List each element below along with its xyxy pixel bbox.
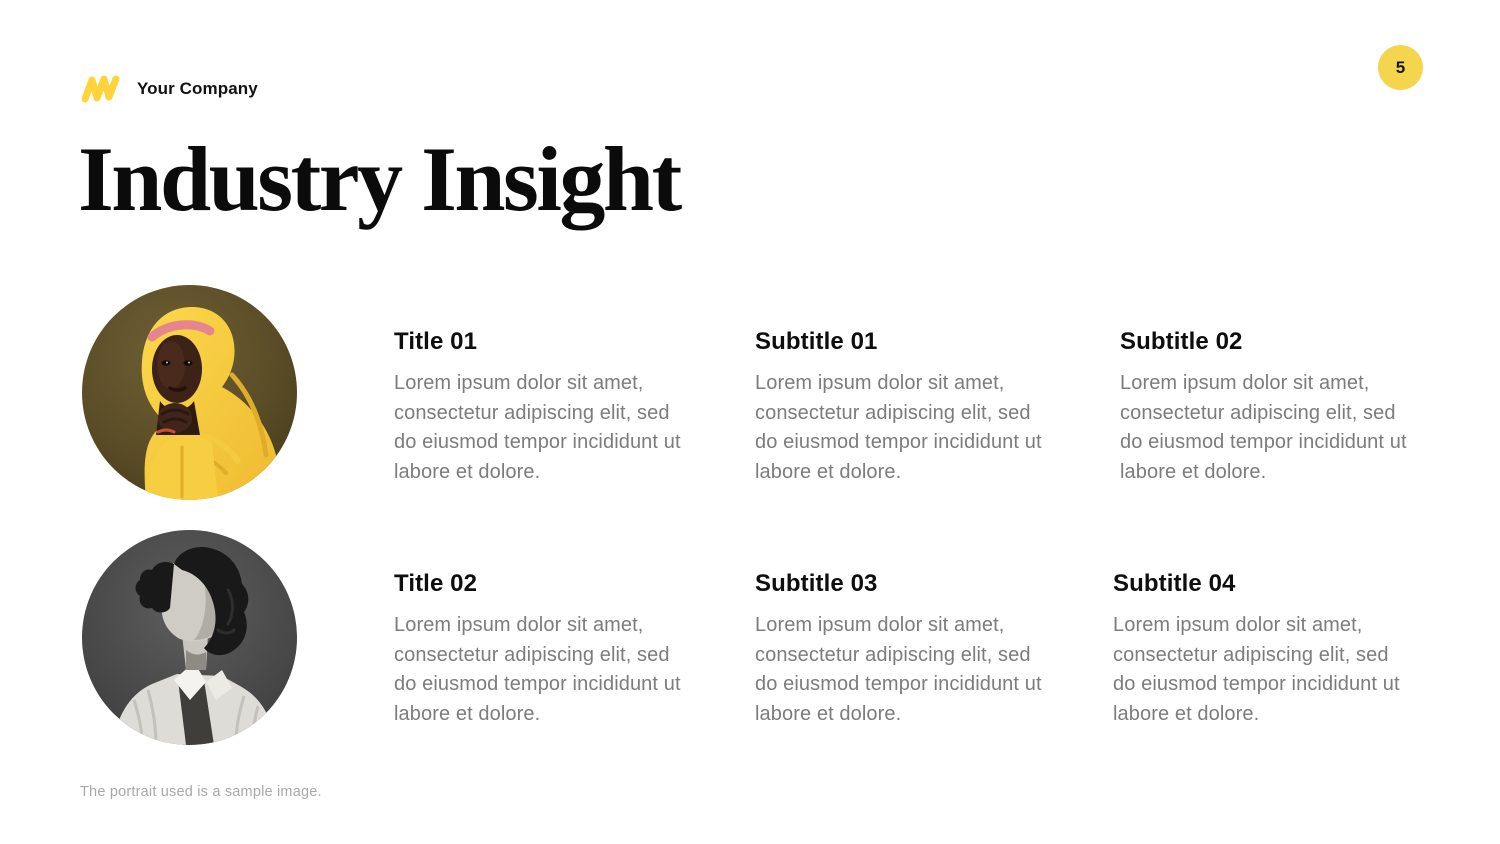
block-heading: Subtitle 03 <box>755 570 878 597</box>
sample-image-disclaimer: The portrait used is a sample image. <box>80 784 322 800</box>
block-body: Lorem ipsum dolor sit amet, consectetur adipiscing elit, sed do eiusmod tempor incididunt ut labore et dolore. <box>394 614 681 725</box>
block-heading: Title 02 <box>394 570 478 597</box>
portrait-photo-2 <box>82 530 297 745</box>
page-number-badge <box>1378 45 1423 90</box>
text-block-subtitle-03 <box>755 570 1057 729</box>
block-body: Lorem ipsum dolor sit amet, consectetur adipiscing elit, sed do eiusmod tempor incididunt ut labore et dolore. <box>755 372 1042 483</box>
block-heading: Subtitle 04 <box>1113 570 1236 597</box>
block-body: Lorem ipsum dolor sit amet, consectetur adipiscing elit, sed do eiusmod tempor incididunt ut labore et dolore. <box>755 614 1042 725</box>
text-block-subtitle-02 <box>1120 328 1422 487</box>
block-body: Lorem ipsum dolor sit amet, consectetur adipiscing elit, sed do eiusmod tempor incididunt ut labore et dolore. <box>1120 372 1407 483</box>
text-block-subtitle-01 <box>755 328 1057 487</box>
zigzag-logo-icon <box>80 74 124 104</box>
block-body: Lorem ipsum dolor sit amet, consectetur adipiscing elit, sed do eiusmod tempor incididunt ut labore et dolore. <box>394 372 681 483</box>
block-heading: Title 01 <box>394 328 478 355</box>
page-number: 5 <box>1395 57 1406 77</box>
portrait-photo-1 <box>82 285 297 500</box>
portrait-photo-1-illustration <box>82 285 297 500</box>
company-logo <box>80 74 258 104</box>
block-body: Lorem ipsum dolor sit amet, consectetur adipiscing elit, sed do eiusmod tempor incididunt ut labore et dolore. <box>1113 614 1400 725</box>
slide-title: Industry Insight <box>78 128 680 230</box>
company-name: Your Company <box>137 79 258 98</box>
block-heading: Subtitle 01 <box>755 328 878 355</box>
portrait-photo-2-illustration <box>82 530 297 745</box>
text-block-title-02 <box>394 570 696 729</box>
text-block-title-01 <box>394 328 696 487</box>
text-block-subtitle-04 <box>1113 570 1415 729</box>
block-heading: Subtitle 02 <box>1120 328 1243 355</box>
